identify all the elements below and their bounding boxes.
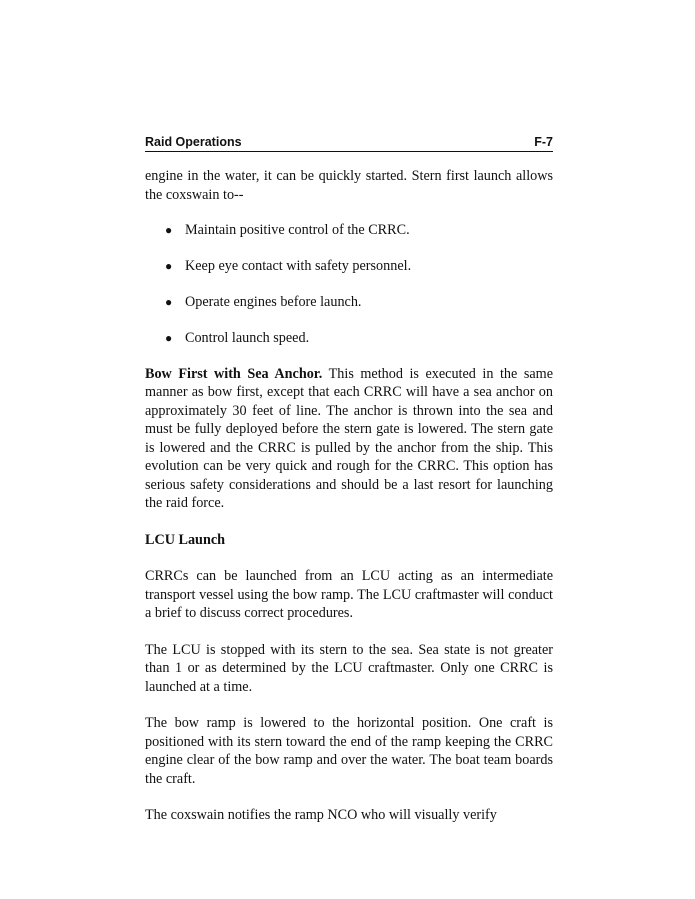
lcu-paragraph: The bow ramp is lowered to the horizontal position. One craft is positioned with its stern toward the end of the ramp keeping the CRRC engine clear of the bow ramp and over the water. The boat team boards the craft. (145, 715, 553, 787)
bow-first-heading: Bow First with Sea Anchor. (145, 365, 323, 382)
bullet-text: Keep eye contact with safety personnel. (185, 258, 412, 274)
header-section-title: Raid Operations (145, 135, 242, 149)
bullet-text: Control launch speed. (185, 330, 310, 346)
bow-first-paragraph (145, 365, 553, 513)
bullet-text: Maintain positive control of the CRRC. (185, 222, 410, 238)
bullet-item (165, 329, 553, 348)
lcu-paragraph: The coxswain notifies the ramp NCO who will visually verify (145, 807, 497, 823)
bullet-item (165, 293, 553, 312)
bullet-text: Operate engines before launch. (185, 294, 362, 310)
running-header (145, 134, 553, 152)
body-text (145, 167, 553, 825)
intro-paragraph: engine in the water, it can be quickly started. Stern first launch allows the coxswain to-- (145, 168, 553, 203)
document-page (145, 134, 553, 825)
lcu-paragraph: CRRCs can be launched from an LCU acting as an intermediate transport vessel using the bow ramp. The LCU craftmaster will conduct a brief to discuss correct procedures. (145, 568, 553, 621)
bullet-dot-icon: ● (165, 223, 173, 237)
bullet-dot-icon: ● (165, 259, 173, 273)
bullet-dot-icon: ● (165, 331, 173, 345)
bullet-item (165, 221, 553, 240)
bow-first-text: This method is executed in the same manner as bow first, except that each CRRC will have a sea anchor on approximately 30 feet of line. The anchor is thrown into the sea and must be fully deployed before the stern gate is lowered. The stern gate is lowered and the CRRC is pulled by the anchor from the ship. This evolution can be very quick and rough for the CRRC. This option has serious safety considerations and should be a last resort for launching the raid force. (145, 365, 553, 511)
bullet-list (145, 221, 553, 348)
bullet-dot-icon: ● (165, 295, 173, 309)
header-page-number: F-7 (534, 135, 553, 149)
lcu-paragraph: The LCU is stopped with its stern to the sea. Sea state is not greater than 1 or as determined by the LCU craftmaster. Only one CRRC is launched at a time. (145, 641, 553, 695)
bullet-item (165, 257, 553, 276)
lcu-launch-heading: LCU Launch (145, 531, 226, 548)
